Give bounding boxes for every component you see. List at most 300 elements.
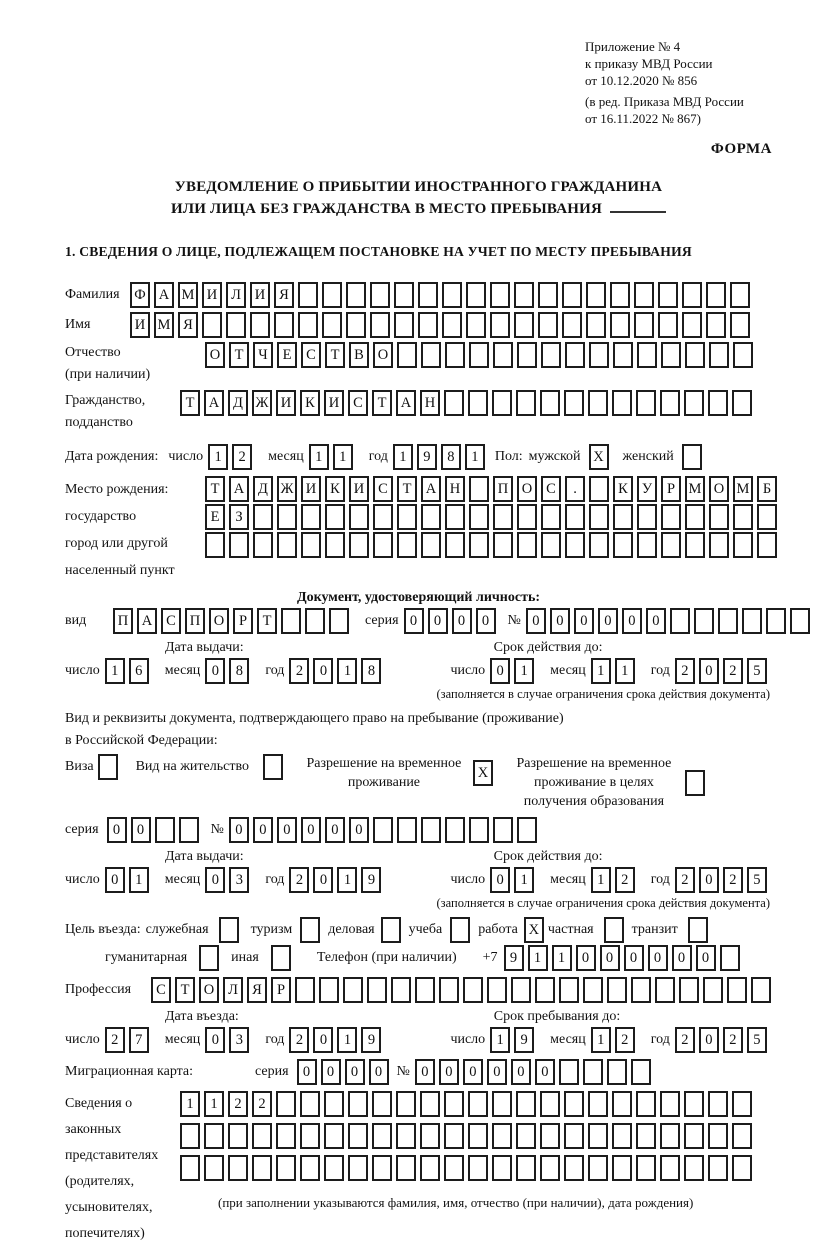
- char-cell[interactable]: [300, 917, 320, 943]
- char-cell[interactable]: 0: [574, 608, 594, 634]
- char-cell[interactable]: 2: [675, 867, 695, 893]
- char-cell[interactable]: 5: [747, 1027, 767, 1053]
- char-cell[interactable]: А: [396, 390, 416, 416]
- char-cell[interactable]: М: [178, 282, 198, 308]
- char-cell[interactable]: 1: [552, 945, 572, 971]
- char-cell[interactable]: Ф: [130, 282, 150, 308]
- char-cell[interactable]: [325, 504, 345, 530]
- char-cell[interactable]: [636, 390, 656, 416]
- char-cell[interactable]: [468, 1091, 488, 1117]
- char-cell[interactable]: [324, 1123, 344, 1149]
- char-cell[interactable]: Т: [257, 608, 277, 634]
- char-cell[interactable]: [631, 1059, 651, 1085]
- char-cell[interactable]: 5: [747, 658, 767, 684]
- char-cell[interactable]: 1: [615, 658, 635, 684]
- char-cell[interactable]: 1: [180, 1091, 200, 1117]
- char-cell[interactable]: [466, 312, 486, 338]
- char-cell[interactable]: X: [524, 917, 544, 943]
- char-cell[interactable]: [277, 532, 297, 558]
- char-cell[interactable]: [540, 1155, 560, 1181]
- char-cell[interactable]: О: [205, 342, 225, 368]
- char-cell[interactable]: [445, 504, 465, 530]
- char-cell[interactable]: 3: [229, 867, 249, 893]
- char-cell[interactable]: [319, 977, 339, 1003]
- char-cell[interactable]: [612, 1091, 632, 1117]
- char-cell[interactable]: [751, 977, 771, 1003]
- char-cell[interactable]: 0: [490, 867, 510, 893]
- char-cell[interactable]: [637, 342, 657, 368]
- char-cell[interactable]: [445, 817, 465, 843]
- char-cell[interactable]: 9: [504, 945, 524, 971]
- char-cell[interactable]: 0: [415, 1059, 435, 1085]
- char-cell[interactable]: [586, 312, 606, 338]
- char-cell[interactable]: [493, 504, 513, 530]
- char-cell[interactable]: 0: [105, 867, 125, 893]
- char-cell[interactable]: И: [130, 312, 150, 338]
- char-cell[interactable]: О: [517, 476, 537, 502]
- char-cell[interactable]: [604, 917, 624, 943]
- char-cell[interactable]: [370, 312, 390, 338]
- char-cell[interactable]: [252, 1123, 272, 1149]
- char-cell[interactable]: [397, 532, 417, 558]
- char-cell[interactable]: [277, 504, 297, 530]
- char-cell[interactable]: [418, 312, 438, 338]
- char-cell[interactable]: [516, 1155, 536, 1181]
- char-cell[interactable]: 1: [337, 1027, 357, 1053]
- char-cell[interactable]: .: [565, 476, 585, 502]
- char-cell[interactable]: 0: [476, 608, 496, 634]
- char-cell[interactable]: 1: [337, 867, 357, 893]
- char-cell[interactable]: П: [185, 608, 205, 634]
- char-cell[interactable]: [276, 1091, 296, 1117]
- char-cell[interactable]: [367, 977, 387, 1003]
- char-cell[interactable]: [373, 817, 393, 843]
- char-cell[interactable]: X: [473, 760, 493, 786]
- char-cell[interactable]: П: [113, 608, 133, 634]
- char-cell[interactable]: [636, 1155, 656, 1181]
- char-cell[interactable]: С: [161, 608, 181, 634]
- char-cell[interactable]: 1: [465, 444, 485, 470]
- char-cell[interactable]: И: [202, 282, 222, 308]
- char-cell[interactable]: 2: [105, 1027, 125, 1053]
- char-cell[interactable]: [588, 1091, 608, 1117]
- char-cell[interactable]: П: [493, 476, 513, 502]
- char-cell[interactable]: 0: [205, 658, 225, 684]
- char-cell[interactable]: [732, 390, 752, 416]
- char-cell[interactable]: [516, 1123, 536, 1149]
- char-cell[interactable]: [301, 504, 321, 530]
- char-cell[interactable]: С: [348, 390, 368, 416]
- char-cell[interactable]: [421, 504, 441, 530]
- char-cell[interactable]: 1: [514, 867, 534, 893]
- char-cell[interactable]: 1: [591, 658, 611, 684]
- char-cell[interactable]: [396, 1091, 416, 1117]
- char-cell[interactable]: [685, 770, 705, 796]
- char-cell[interactable]: [706, 282, 726, 308]
- char-cell[interactable]: 0: [107, 817, 127, 843]
- char-cell[interactable]: [684, 1091, 704, 1117]
- char-cell[interactable]: [444, 390, 464, 416]
- char-cell[interactable]: [346, 282, 366, 308]
- char-cell[interactable]: Я: [247, 977, 267, 1003]
- char-cell[interactable]: [493, 817, 513, 843]
- char-cell[interactable]: 0: [511, 1059, 531, 1085]
- char-cell[interactable]: 0: [526, 608, 546, 634]
- char-cell[interactable]: 0: [297, 1059, 317, 1085]
- char-cell[interactable]: 1: [204, 1091, 224, 1117]
- char-cell[interactable]: [391, 977, 411, 1003]
- char-cell[interactable]: Я: [274, 282, 294, 308]
- char-cell[interactable]: 0: [277, 817, 297, 843]
- char-cell[interactable]: 2: [723, 1027, 743, 1053]
- char-cell[interactable]: [298, 312, 318, 338]
- char-cell[interactable]: 8: [441, 444, 461, 470]
- char-cell[interactable]: [514, 282, 534, 308]
- char-cell[interactable]: [583, 1059, 603, 1085]
- char-cell[interactable]: [98, 754, 118, 780]
- char-cell[interactable]: [300, 1123, 320, 1149]
- char-cell[interactable]: [661, 342, 681, 368]
- char-cell[interactable]: Н: [445, 476, 465, 502]
- char-cell[interactable]: [613, 532, 633, 558]
- char-cell[interactable]: 9: [514, 1027, 534, 1053]
- char-cell[interactable]: [732, 1091, 752, 1117]
- char-cell[interactable]: [709, 504, 729, 530]
- char-cell[interactable]: [324, 1091, 344, 1117]
- char-cell[interactable]: [469, 342, 489, 368]
- char-cell[interactable]: [370, 282, 390, 308]
- char-cell[interactable]: [373, 504, 393, 530]
- char-cell[interactable]: 0: [229, 817, 249, 843]
- char-cell[interactable]: [274, 312, 294, 338]
- char-cell[interactable]: [252, 1155, 272, 1181]
- char-cell[interactable]: [348, 1123, 368, 1149]
- char-cell[interactable]: [468, 390, 488, 416]
- char-cell[interactable]: 1: [528, 945, 548, 971]
- char-cell[interactable]: [636, 1123, 656, 1149]
- char-cell[interactable]: [439, 977, 459, 1003]
- char-cell[interactable]: [418, 282, 438, 308]
- char-cell[interactable]: [322, 282, 342, 308]
- char-cell[interactable]: 0: [699, 867, 719, 893]
- char-cell[interactable]: [562, 282, 582, 308]
- char-cell[interactable]: [516, 390, 536, 416]
- char-cell[interactable]: 0: [490, 658, 510, 684]
- char-cell[interactable]: О: [709, 476, 729, 502]
- char-cell[interactable]: 5: [747, 867, 767, 893]
- char-cell[interactable]: [684, 390, 704, 416]
- char-cell[interactable]: Р: [233, 608, 253, 634]
- char-cell[interactable]: [517, 342, 537, 368]
- char-cell[interactable]: 2: [675, 1027, 695, 1053]
- char-cell[interactable]: [612, 390, 632, 416]
- char-cell[interactable]: З: [229, 504, 249, 530]
- char-cell[interactable]: 0: [349, 817, 369, 843]
- char-cell[interactable]: [709, 532, 729, 558]
- char-cell[interactable]: [613, 504, 633, 530]
- char-cell[interactable]: [757, 504, 777, 530]
- char-cell[interactable]: [610, 312, 630, 338]
- char-cell[interactable]: [421, 342, 441, 368]
- char-cell[interactable]: Ж: [277, 476, 297, 502]
- char-cell[interactable]: 0: [600, 945, 620, 971]
- char-cell[interactable]: [420, 1123, 440, 1149]
- char-cell[interactable]: [540, 1091, 560, 1117]
- char-cell[interactable]: С: [151, 977, 171, 1003]
- char-cell[interactable]: 2: [723, 658, 743, 684]
- char-cell[interactable]: А: [229, 476, 249, 502]
- char-cell[interactable]: [685, 342, 705, 368]
- char-cell[interactable]: [706, 312, 726, 338]
- char-cell[interactable]: [490, 282, 510, 308]
- char-cell[interactable]: Д: [253, 476, 273, 502]
- char-cell[interactable]: [790, 608, 810, 634]
- char-cell[interactable]: [346, 312, 366, 338]
- char-cell[interactable]: [540, 390, 560, 416]
- char-cell[interactable]: [658, 312, 678, 338]
- char-cell[interactable]: [559, 1059, 579, 1085]
- char-cell[interactable]: [733, 504, 753, 530]
- char-cell[interactable]: [564, 1155, 584, 1181]
- char-cell[interactable]: [396, 1155, 416, 1181]
- char-cell[interactable]: [493, 342, 513, 368]
- char-cell[interactable]: 0: [313, 1027, 333, 1053]
- char-cell[interactable]: 0: [487, 1059, 507, 1085]
- char-cell[interactable]: [709, 342, 729, 368]
- char-cell[interactable]: 0: [428, 608, 448, 634]
- char-cell[interactable]: [469, 504, 489, 530]
- char-cell[interactable]: [300, 1091, 320, 1117]
- char-cell[interactable]: 0: [550, 608, 570, 634]
- char-cell[interactable]: [445, 532, 465, 558]
- char-cell[interactable]: 1: [129, 867, 149, 893]
- char-cell[interactable]: [660, 1123, 680, 1149]
- char-cell[interactable]: [202, 312, 222, 338]
- char-cell[interactable]: [589, 476, 609, 502]
- char-cell[interactable]: [610, 282, 630, 308]
- char-cell[interactable]: 1: [309, 444, 329, 470]
- char-cell[interactable]: [688, 917, 708, 943]
- char-cell[interactable]: [415, 977, 435, 1003]
- char-cell[interactable]: 0: [463, 1059, 483, 1085]
- char-cell[interactable]: 0: [699, 1027, 719, 1053]
- char-cell[interactable]: 0: [439, 1059, 459, 1085]
- char-cell[interactable]: Т: [175, 977, 195, 1003]
- char-cell[interactable]: 0: [699, 658, 719, 684]
- char-cell[interactable]: 2: [289, 1027, 309, 1053]
- char-cell[interactable]: Р: [271, 977, 291, 1003]
- char-cell[interactable]: 0: [535, 1059, 555, 1085]
- char-cell[interactable]: [682, 444, 702, 470]
- char-cell[interactable]: [589, 504, 609, 530]
- char-cell[interactable]: 0: [313, 867, 333, 893]
- char-cell[interactable]: 0: [646, 608, 666, 634]
- char-cell[interactable]: [742, 608, 762, 634]
- char-cell[interactable]: Ч: [253, 342, 273, 368]
- char-cell[interactable]: [397, 504, 417, 530]
- char-cell[interactable]: [397, 342, 417, 368]
- char-cell[interactable]: [271, 945, 291, 971]
- char-cell[interactable]: [684, 1155, 704, 1181]
- char-cell[interactable]: Т: [205, 476, 225, 502]
- char-cell[interactable]: [583, 977, 603, 1003]
- char-cell[interactable]: [325, 532, 345, 558]
- char-cell[interactable]: М: [733, 476, 753, 502]
- char-cell[interactable]: [718, 608, 738, 634]
- char-cell[interactable]: [682, 312, 702, 338]
- char-cell[interactable]: 8: [229, 658, 249, 684]
- char-cell[interactable]: Б: [757, 476, 777, 502]
- char-cell[interactable]: В: [349, 342, 369, 368]
- char-cell[interactable]: Л: [226, 282, 246, 308]
- char-cell[interactable]: [733, 532, 753, 558]
- char-cell[interactable]: [228, 1123, 248, 1149]
- char-cell[interactable]: [229, 532, 249, 558]
- char-cell[interactable]: Е: [277, 342, 297, 368]
- char-cell[interactable]: [634, 282, 654, 308]
- char-cell[interactable]: [445, 342, 465, 368]
- char-cell[interactable]: Т: [397, 476, 417, 502]
- char-cell[interactable]: 1: [591, 867, 611, 893]
- char-cell[interactable]: [661, 532, 681, 558]
- char-cell[interactable]: [281, 608, 301, 634]
- char-cell[interactable]: 0: [624, 945, 644, 971]
- char-cell[interactable]: [219, 917, 239, 943]
- char-cell[interactable]: Т: [229, 342, 249, 368]
- char-cell[interactable]: 2: [232, 444, 252, 470]
- char-cell[interactable]: 9: [361, 867, 381, 893]
- char-cell[interactable]: Е: [205, 504, 225, 530]
- char-cell[interactable]: 2: [615, 1027, 635, 1053]
- char-cell[interactable]: [516, 1091, 536, 1117]
- char-cell[interactable]: И: [301, 476, 321, 502]
- char-cell[interactable]: [607, 977, 627, 1003]
- char-cell[interactable]: 0: [622, 608, 642, 634]
- char-cell[interactable]: [276, 1123, 296, 1149]
- char-cell[interactable]: [637, 504, 657, 530]
- char-cell[interactable]: С: [541, 476, 561, 502]
- char-cell[interactable]: 0: [205, 1027, 225, 1053]
- char-cell[interactable]: [517, 817, 537, 843]
- char-cell[interactable]: 7: [129, 1027, 149, 1053]
- char-cell[interactable]: 2: [252, 1091, 272, 1117]
- char-cell[interactable]: [586, 282, 606, 308]
- char-cell[interactable]: [660, 390, 680, 416]
- char-cell[interactable]: [588, 1155, 608, 1181]
- char-cell[interactable]: [612, 1123, 632, 1149]
- char-cell[interactable]: 3: [229, 1027, 249, 1053]
- char-cell[interactable]: [730, 312, 750, 338]
- char-cell[interactable]: [732, 1155, 752, 1181]
- char-cell[interactable]: [180, 1123, 200, 1149]
- char-cell[interactable]: М: [154, 312, 174, 338]
- char-cell[interactable]: Ж: [252, 390, 272, 416]
- char-cell[interactable]: [637, 532, 657, 558]
- char-cell[interactable]: [492, 1155, 512, 1181]
- char-cell[interactable]: [324, 1155, 344, 1181]
- char-cell[interactable]: [450, 917, 470, 943]
- char-cell[interactable]: 1: [105, 658, 125, 684]
- char-cell[interactable]: 1: [490, 1027, 510, 1053]
- char-cell[interactable]: 9: [417, 444, 437, 470]
- char-cell[interactable]: [349, 532, 369, 558]
- char-cell[interactable]: [708, 1123, 728, 1149]
- char-cell[interactable]: 6: [129, 658, 149, 684]
- char-cell[interactable]: [372, 1155, 392, 1181]
- char-cell[interactable]: 0: [648, 945, 668, 971]
- char-cell[interactable]: [199, 945, 219, 971]
- char-cell[interactable]: [565, 532, 585, 558]
- char-cell[interactable]: [514, 312, 534, 338]
- char-cell[interactable]: 1: [514, 658, 534, 684]
- char-cell[interactable]: 0: [672, 945, 692, 971]
- char-cell[interactable]: [468, 1123, 488, 1149]
- char-cell[interactable]: [487, 977, 507, 1003]
- char-cell[interactable]: [565, 504, 585, 530]
- char-cell[interactable]: [517, 532, 537, 558]
- char-cell[interactable]: [394, 282, 414, 308]
- char-cell[interactable]: [538, 312, 558, 338]
- char-cell[interactable]: [541, 532, 561, 558]
- char-cell[interactable]: [179, 817, 199, 843]
- char-cell[interactable]: Я: [178, 312, 198, 338]
- char-cell[interactable]: И: [276, 390, 296, 416]
- char-cell[interactable]: Д: [228, 390, 248, 416]
- char-cell[interactable]: [492, 1123, 512, 1149]
- char-cell[interactable]: [421, 532, 441, 558]
- char-cell[interactable]: [685, 532, 705, 558]
- char-cell[interactable]: М: [685, 476, 705, 502]
- char-cell[interactable]: [708, 390, 728, 416]
- char-cell[interactable]: [204, 1155, 224, 1181]
- char-cell[interactable]: [420, 1091, 440, 1117]
- char-cell[interactable]: [660, 1155, 680, 1181]
- char-cell[interactable]: [757, 532, 777, 558]
- char-cell[interactable]: Т: [372, 390, 392, 416]
- char-cell[interactable]: [348, 1155, 368, 1181]
- char-cell[interactable]: [204, 1123, 224, 1149]
- char-cell[interactable]: [226, 312, 246, 338]
- char-cell[interactable]: И: [324, 390, 344, 416]
- char-cell[interactable]: 0: [321, 1059, 341, 1085]
- char-cell[interactable]: [727, 977, 747, 1003]
- char-cell[interactable]: [397, 817, 417, 843]
- char-cell[interactable]: 1: [393, 444, 413, 470]
- char-cell[interactable]: [588, 390, 608, 416]
- char-cell[interactable]: [636, 1091, 656, 1117]
- char-cell[interactable]: X: [589, 444, 609, 470]
- char-cell[interactable]: 0: [576, 945, 596, 971]
- char-cell[interactable]: [381, 917, 401, 943]
- char-cell[interactable]: 0: [131, 817, 151, 843]
- char-cell[interactable]: [298, 282, 318, 308]
- char-cell[interactable]: 1: [337, 658, 357, 684]
- char-cell[interactable]: [540, 1123, 560, 1149]
- char-cell[interactable]: Л: [223, 977, 243, 1003]
- char-cell[interactable]: [612, 1155, 632, 1181]
- char-cell[interactable]: [301, 532, 321, 558]
- char-cell[interactable]: 1: [333, 444, 353, 470]
- char-cell[interactable]: Т: [325, 342, 345, 368]
- char-cell[interactable]: [703, 977, 723, 1003]
- char-cell[interactable]: [634, 312, 654, 338]
- char-cell[interactable]: [661, 504, 681, 530]
- char-cell[interactable]: [372, 1123, 392, 1149]
- char-cell[interactable]: [655, 977, 675, 1003]
- char-cell[interactable]: [631, 977, 651, 1003]
- char-cell[interactable]: [720, 945, 740, 971]
- char-cell[interactable]: [538, 282, 558, 308]
